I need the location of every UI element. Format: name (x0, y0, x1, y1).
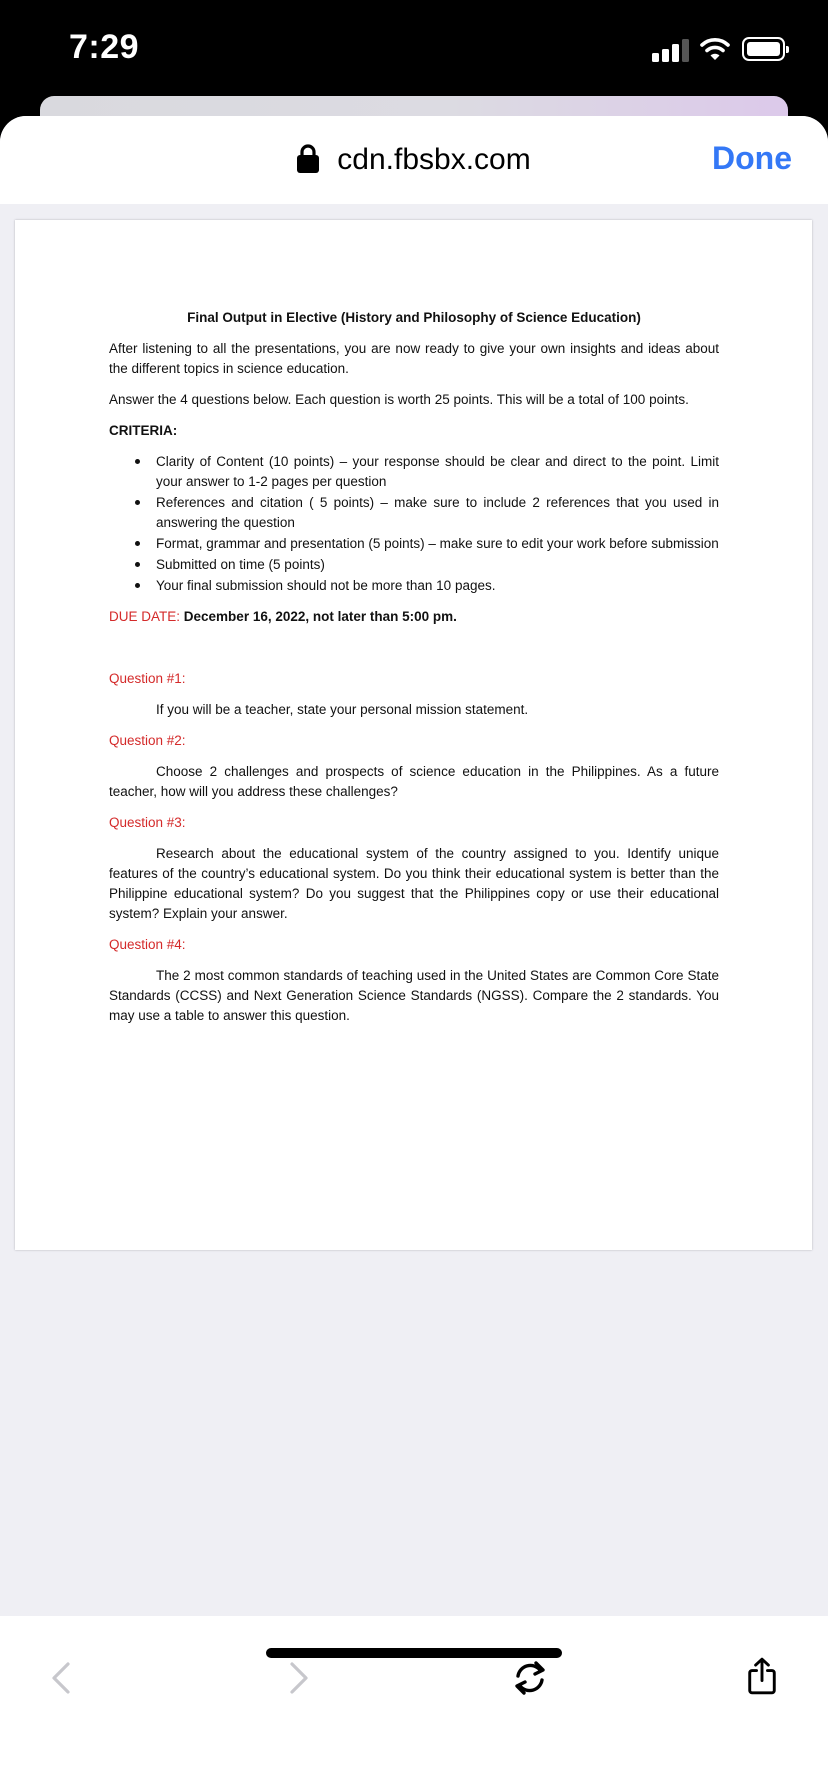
question-label: Question #1: (109, 671, 186, 686)
chevron-right-icon[interactable] (278, 1658, 318, 1698)
question-label: Question #2: (109, 733, 186, 748)
lock-icon (297, 143, 319, 173)
wifi-icon (700, 36, 730, 62)
done-button[interactable]: Done (712, 140, 792, 176)
url-text: cdn.fbsbx.com (337, 143, 531, 176)
document-title: Final Output in Elective (History and Philosophy of Science Education) (187, 310, 641, 325)
home-indicator (266, 1648, 562, 1658)
browser-sheet (0, 116, 828, 1792)
browser-toolbar (0, 1616, 828, 1792)
question-text: Choose 2 challenges and prospects of science education in the Philippines. As a future teacher, how will you address these challenges? (109, 764, 719, 799)
question-text: Research about the educational system of the country assigned to you. Identify unique features of the country’s educational system. Do you think their educational system is better than the Philippine educational system? Do you suggest that the Philippines copy or use their educational system? Explain your answer. (109, 846, 719, 921)
intro-paragraph: After listening to all the presentations, you are now ready to give your own insights and ideas about the different topics in science education. (109, 341, 719, 376)
criteria-heading: CRITERIA: (109, 423, 178, 438)
battery-icon (742, 37, 785, 61)
browser-nav-bar (0, 116, 828, 204)
status-bar (0, 0, 828, 96)
instructions-paragraph: Answer the 4 questions below. Each question is worth 25 points. This will be a total of 100 points. (109, 392, 689, 407)
due-date (109, 607, 719, 627)
question-label: Question #4: (109, 937, 186, 952)
criteria-item: References and citation ( 5 points) – make sure to include 2 references that you used in answering the question (156, 493, 719, 533)
criteria-item: Format, grammar and presentation (5 points) – make sure to edit your work before submission (156, 534, 719, 554)
due-date-label: DUE DATE: (109, 609, 181, 624)
criteria-list (109, 452, 719, 596)
document-body (109, 308, 719, 1026)
criteria-item: Clarity of Content (10 points) – your response should be clear and direct to the point. Limit your answer to 1-2 pages per question (156, 452, 719, 492)
due-date-value: December 16, 2022, not later than 5:00 pm. (183, 609, 457, 624)
reload-icon[interactable] (510, 1658, 550, 1698)
status-time: 7:29 (69, 28, 140, 66)
url-display (0, 140, 828, 180)
criteria-item: Your final submission should not be more than 10 pages. (156, 576, 719, 596)
share-icon[interactable] (742, 1656, 782, 1696)
pdf-page (15, 220, 812, 1250)
cellular-signal-icon (652, 38, 690, 62)
pdf-viewer[interactable] (0, 204, 828, 1616)
question-text: The 2 most common standards of teaching used in the United States are Common Core State Standards (CCSS) and Next Generation Science Standards (NGSS). Compare the 2 standards. You may use a table to answer this question. (109, 968, 719, 1023)
criteria-item: Submitted on time (5 points) (156, 555, 719, 575)
question-text: If you will be a teacher, state your personal mission statement. (156, 702, 529, 717)
question-label: Question #3: (109, 815, 186, 830)
chevron-left-icon[interactable] (42, 1658, 82, 1698)
